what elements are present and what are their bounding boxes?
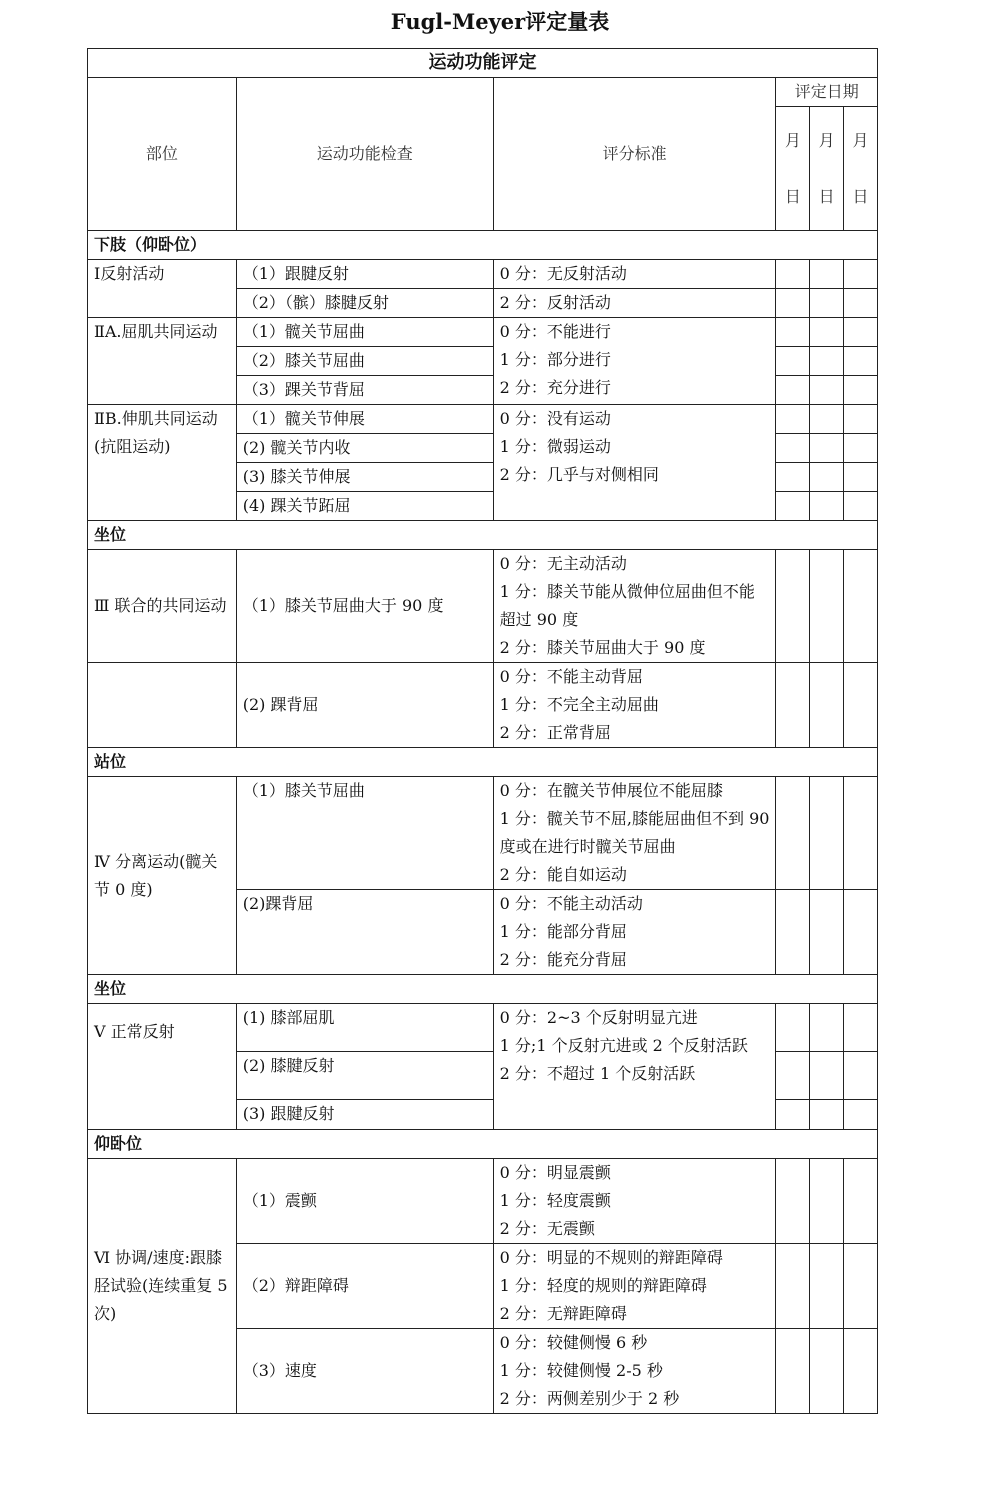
score-cell[interactable]	[776, 289, 810, 318]
exam-item: (2) 髋关节内收	[236, 434, 493, 463]
score-cell[interactable]	[810, 1100, 844, 1130]
score-cell[interactable]	[810, 1052, 844, 1100]
criteria-line: 1 分：轻度的规则的辩距障碍	[499, 1276, 707, 1295]
exam-item: （1）髋关节伸展	[236, 405, 493, 434]
criteria-line: 1 分：不完全主动屈曲	[499, 695, 659, 714]
criteria-line: 0 分：在髋关节伸展位不能屈膝	[499, 781, 723, 800]
score-cell[interactable]	[810, 663, 844, 748]
criteria-cell	[493, 1159, 776, 1244]
score-cell[interactable]	[776, 463, 810, 492]
score-cell[interactable]	[810, 1159, 844, 1244]
score-cell[interactable]	[810, 1004, 844, 1052]
score-cell[interactable]	[844, 289, 878, 318]
exam-item: （1）跟腱反射	[236, 260, 493, 289]
score-cell[interactable]	[776, 777, 810, 890]
score-cell[interactable]	[776, 550, 810, 663]
score-cell[interactable]	[810, 890, 844, 975]
score-cell[interactable]	[810, 1244, 844, 1329]
criteria-line: 2 分：膝关节屈曲大于 90 度	[499, 638, 706, 657]
score-cell[interactable]	[844, 1329, 878, 1414]
criteria-line: 1 分;1 个反射亢进或 2 个反射活跃	[499, 1036, 748, 1055]
score-cell[interactable]	[844, 463, 878, 492]
criteria-line: 0 分：无主动活动	[499, 554, 627, 573]
score-cell[interactable]	[776, 1159, 810, 1244]
day-label: 日	[852, 186, 869, 206]
criteria-cell	[493, 1004, 776, 1130]
criteria-cell	[493, 550, 776, 663]
header-date: 评定日期	[776, 78, 878, 107]
criteria-line: 0 分：明显震颤	[499, 1163, 611, 1182]
criteria-cell	[493, 318, 776, 405]
score-cell[interactable]	[810, 318, 844, 347]
criteria-line: 2 分：无辩距障碍	[499, 1304, 627, 1323]
score-cell[interactable]	[810, 463, 844, 492]
score-cell[interactable]	[776, 434, 810, 463]
score-cell[interactable]	[810, 405, 844, 434]
section-label: 坐位	[88, 975, 878, 1004]
criteria-line: 0 分：不能主动活动	[499, 894, 643, 913]
part-cell: Ⅰ反射活动	[88, 260, 237, 318]
header-part: 部位	[88, 78, 237, 231]
exam-item: (2)踝背屈	[236, 890, 493, 975]
criteria-line: 2 分：不超过 1 个反射活跃	[499, 1064, 696, 1083]
score-cell[interactable]	[776, 492, 810, 521]
score-cell[interactable]	[844, 492, 878, 521]
score-cell[interactable]	[776, 405, 810, 434]
score-cell[interactable]	[810, 1329, 844, 1414]
criteria-line: 2 分：能充分背屈	[499, 950, 627, 969]
criteria-line: 1 分：部分进行	[499, 350, 611, 369]
date-col-2	[810, 107, 844, 231]
exam-item: （3）速度	[236, 1329, 493, 1414]
score-cell[interactable]	[776, 376, 810, 405]
exam-item: (2) 踝背屈	[236, 663, 493, 748]
criteria-cell	[493, 663, 776, 748]
criteria-line: 2 分：无震颤	[499, 1219, 595, 1238]
score-cell[interactable]	[810, 492, 844, 521]
criteria-line: 0 分：较健侧慢 6 秒	[499, 1333, 648, 1352]
section-label: 站位	[88, 748, 878, 777]
section-label: 坐位	[88, 521, 878, 550]
exam-item: （1）髋关节屈曲	[236, 318, 493, 347]
exam-item: (2) 膝腱反射	[236, 1052, 493, 1100]
score-cell[interactable]	[844, 1159, 878, 1244]
part-cell: Ⅵ 协调/速度:跟膝胫试验(连续重复 5 次)	[88, 1159, 237, 1414]
month-label: 月	[818, 130, 835, 150]
score-cell[interactable]	[844, 376, 878, 405]
date-col-3	[844, 107, 878, 231]
score-cell[interactable]	[844, 663, 878, 748]
exam-item: (4) 踝关节跖屈	[236, 492, 493, 521]
score-cell[interactable]	[810, 289, 844, 318]
criteria-line: 1 分：能部分背屈	[499, 922, 627, 941]
score-cell[interactable]	[844, 405, 878, 434]
part-cell: Ⅳ 分离运动(髋关节 0 度)	[88, 777, 237, 975]
exam-item: (3) 膝关节伸展	[236, 463, 493, 492]
month-label: 月	[852, 130, 869, 150]
document-title: Fugl-Meyer评定量表	[390, 9, 610, 34]
criteria-line: 2 分：充分进行	[499, 378, 611, 397]
score-cell[interactable]	[844, 890, 878, 975]
score-cell[interactable]	[844, 1100, 878, 1130]
criteria-cell	[493, 890, 776, 975]
part-cell-empty	[88, 663, 237, 748]
exam-item: （1）膝关节屈曲大于 90 度	[236, 550, 493, 663]
criteria-line: 1 分：膝关节能从微伸位屈曲但不能超过 90 度	[499, 582, 755, 629]
table-title: 运动功能评定	[88, 49, 878, 78]
score-cell[interactable]	[776, 1100, 810, 1130]
score-cell[interactable]	[776, 1329, 810, 1414]
score-cell[interactable]	[776, 1052, 810, 1100]
part-cell: Ⅴ 正常反射	[88, 1004, 237, 1130]
score-cell[interactable]	[810, 550, 844, 663]
part-cell: Ⅲ 联合的共同运动	[88, 550, 237, 663]
criteria-cell	[493, 777, 776, 890]
score-cell[interactable]	[844, 1244, 878, 1329]
score-cell[interactable]	[776, 318, 810, 347]
score-cell[interactable]	[844, 260, 878, 289]
exam-item: （2）膝关节屈曲	[236, 347, 493, 376]
exam-item: （2）（髌）膝腱反射	[236, 289, 493, 318]
date-col-1	[776, 107, 810, 231]
score-cell[interactable]	[844, 777, 878, 890]
exam-item: （2）辩距障碍	[236, 1244, 493, 1329]
score-cell[interactable]	[844, 1052, 878, 1100]
exam-item: （1）膝关节屈曲	[236, 777, 493, 890]
criteria-cell	[493, 1244, 776, 1329]
score-cell[interactable]	[776, 663, 810, 748]
criteria-line: 0 分：无反射活动	[493, 260, 776, 289]
part-cell: ⅡB.伸肌共同运动(抗阻运动)	[88, 405, 237, 521]
criteria-line: 0 分：明显的不规则的辩距障碍	[499, 1248, 723, 1267]
month-label: 月	[784, 130, 801, 150]
criteria-line: 2 分：能自如运动	[499, 865, 627, 884]
part-cell: ⅡA.屈肌共同运动	[88, 318, 237, 405]
criteria-line: 0 分：不能进行	[499, 322, 611, 341]
criteria-line: 0 分：不能主动背屈	[499, 667, 643, 686]
criteria-line: 1 分：髋关节不屈,膝能屈曲但不到 90 度或在进行时髋关节屈曲	[499, 809, 770, 856]
criteria-line: 0 分：没有运动	[499, 409, 611, 428]
score-cell[interactable]	[776, 347, 810, 376]
score-cell[interactable]	[776, 260, 810, 289]
score-cell[interactable]	[810, 347, 844, 376]
score-cell[interactable]	[776, 890, 810, 975]
criteria-line: 1 分：微弱运动	[499, 437, 611, 456]
exam-item: （1）震颤	[236, 1159, 493, 1244]
score-cell[interactable]	[844, 347, 878, 376]
score-cell[interactable]	[844, 318, 878, 347]
score-cell[interactable]	[810, 376, 844, 405]
section-label: 仰卧位	[88, 1130, 878, 1159]
header-exam: 运动功能检查	[236, 78, 493, 231]
score-cell[interactable]	[810, 260, 844, 289]
fugl-meyer-table	[87, 48, 878, 1414]
section-label: 下肢（仰卧位）	[88, 231, 878, 260]
score-cell[interactable]	[844, 550, 878, 663]
header-criteria: 评分标准	[493, 78, 776, 231]
criteria-line: 2 分：正常背屈	[499, 723, 611, 742]
score-cell[interactable]	[844, 1004, 878, 1052]
exam-item: (3) 跟腱反射	[236, 1100, 493, 1130]
exam-item: （3）踝关节背屈	[236, 376, 493, 405]
criteria-cell	[493, 1329, 776, 1414]
score-cell[interactable]	[776, 1004, 810, 1052]
criteria-line: 1 分：较健侧慢 2-5 秒	[499, 1361, 663, 1380]
score-cell[interactable]	[810, 777, 844, 890]
criteria-line: 2 分：几乎与对侧相同	[499, 465, 659, 484]
criteria-line: 2 分：反射活动	[493, 289, 776, 318]
day-label: 日	[818, 186, 835, 206]
score-cell[interactable]	[810, 434, 844, 463]
day-label: 日	[784, 186, 801, 206]
criteria-line: 1 分：轻度震颤	[499, 1191, 611, 1210]
criteria-line: 0 分：2~3 个反射明显亢进	[499, 1008, 698, 1027]
criteria-cell	[493, 405, 776, 521]
score-cell[interactable]	[844, 434, 878, 463]
criteria-line: 2 分：两侧差别少于 2 秒	[499, 1389, 680, 1408]
score-cell[interactable]	[776, 1244, 810, 1329]
exam-item: (1) 膝部屈肌	[236, 1004, 493, 1052]
